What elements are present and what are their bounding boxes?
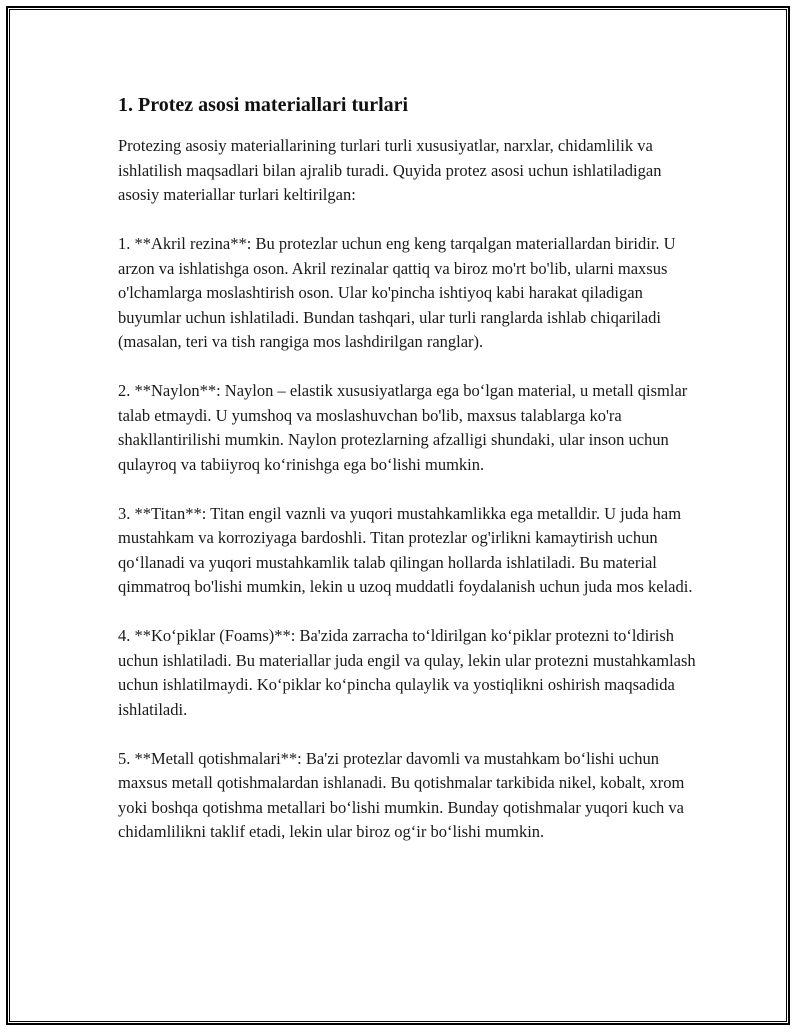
paragraph-metall-qotishmalari: 5. **Metall qotishmalari**: Ba'zi protezlar davomli va mustahkam bo‘lishi uchun maxsus metall qotishmalardan ishlanadi. Bu qotishmalar tarkibida nikel, kobalt, xrom yoki boshqa qotishma metallari bo‘lishi mumkin. Bunday qotishmalar yuqori kuch va chidamlilikni taklif etadi, lekin ular biroz og‘ir bo‘lishi mumkin. bbox=[118, 748, 685, 841]
paragraph-akril-rezina: 1. **Akril rezina**: Bu protezlar uchun eng keng tarqalgan materiallardan biridir. U arzon va ishlatishga oson. Akril rezinalar qattiq va biroz mo'rt bo'lib, ularni maxsus o'lchamlarga moslashtirish oson. Ular ko'pincha ishtiyoq kabi harakat qiladigan buyumlar uchun ishlatiladi. Bundan tashqari, ular turli ranglarda ishlab chiqariladi (masalan, teri va tish rangiga mos lashdirilgan ranglar). bbox=[118, 234, 676, 351]
paragraph-titan: 3. **Titan**: Titan engil vaznli va yuqori mustahkamlikka ega metalldir. U juda ham mustahkam va korroziyaga bardoshli. Titan protezlar og'irlikni kamaytirish uchun qo‘llanadi va yuqori mustahkamlik talab qilingan hollarda ishlatiladi. Bu material qimmatroq bo'lishi mumkin, lekin u uzoq muddatli foydalanish uchun juda mos keladi. bbox=[118, 503, 693, 596]
document-body bbox=[118, 92, 698, 869]
paragraph-kopiklar: 4. **Ko‘piklar (Foams)**: Ba'zida zarracha to‘ldirilgan ko‘piklar protezni to‘ldirish uchun ishlatiladi. Bu materiallar juda engil va qulay, lekin ular protezni mustahkamlash uchun ishlatilmaydi. Ko‘piklar ko‘pincha qulaylik va yostiqlikni oshirish maqsadida ishlatiladi. bbox=[118, 626, 696, 719]
section-heading: 1. Protez asosi materiallari turlari bbox=[118, 94, 409, 116]
intro-paragraph: Protezing asosiy materiallarining turlari turli xususiyatlar, narxlar, chidamlilik va ishlatilish maqsadlari bilan ajralib turadi. Quyida protez asosi uchun ishlatiladigan asosiy materiallar turlari keltirilgan: bbox=[118, 136, 662, 204]
paragraph-naylon: 2. **Naylon**: Naylon – elastik xususiyatlarga ega bo‘lgan material, u metall qismlar talab etmaydi. U yumshoq va moslashuvchan bo'lib, maxsus talablarga ko'ra shakllantirilishi mumkin. Naylon protezlarning afzalligi shundaki, ular inson uchun qulayroq va tabiiyroq ko‘rinishga ega bo‘lishi mumkin. bbox=[118, 381, 688, 474]
